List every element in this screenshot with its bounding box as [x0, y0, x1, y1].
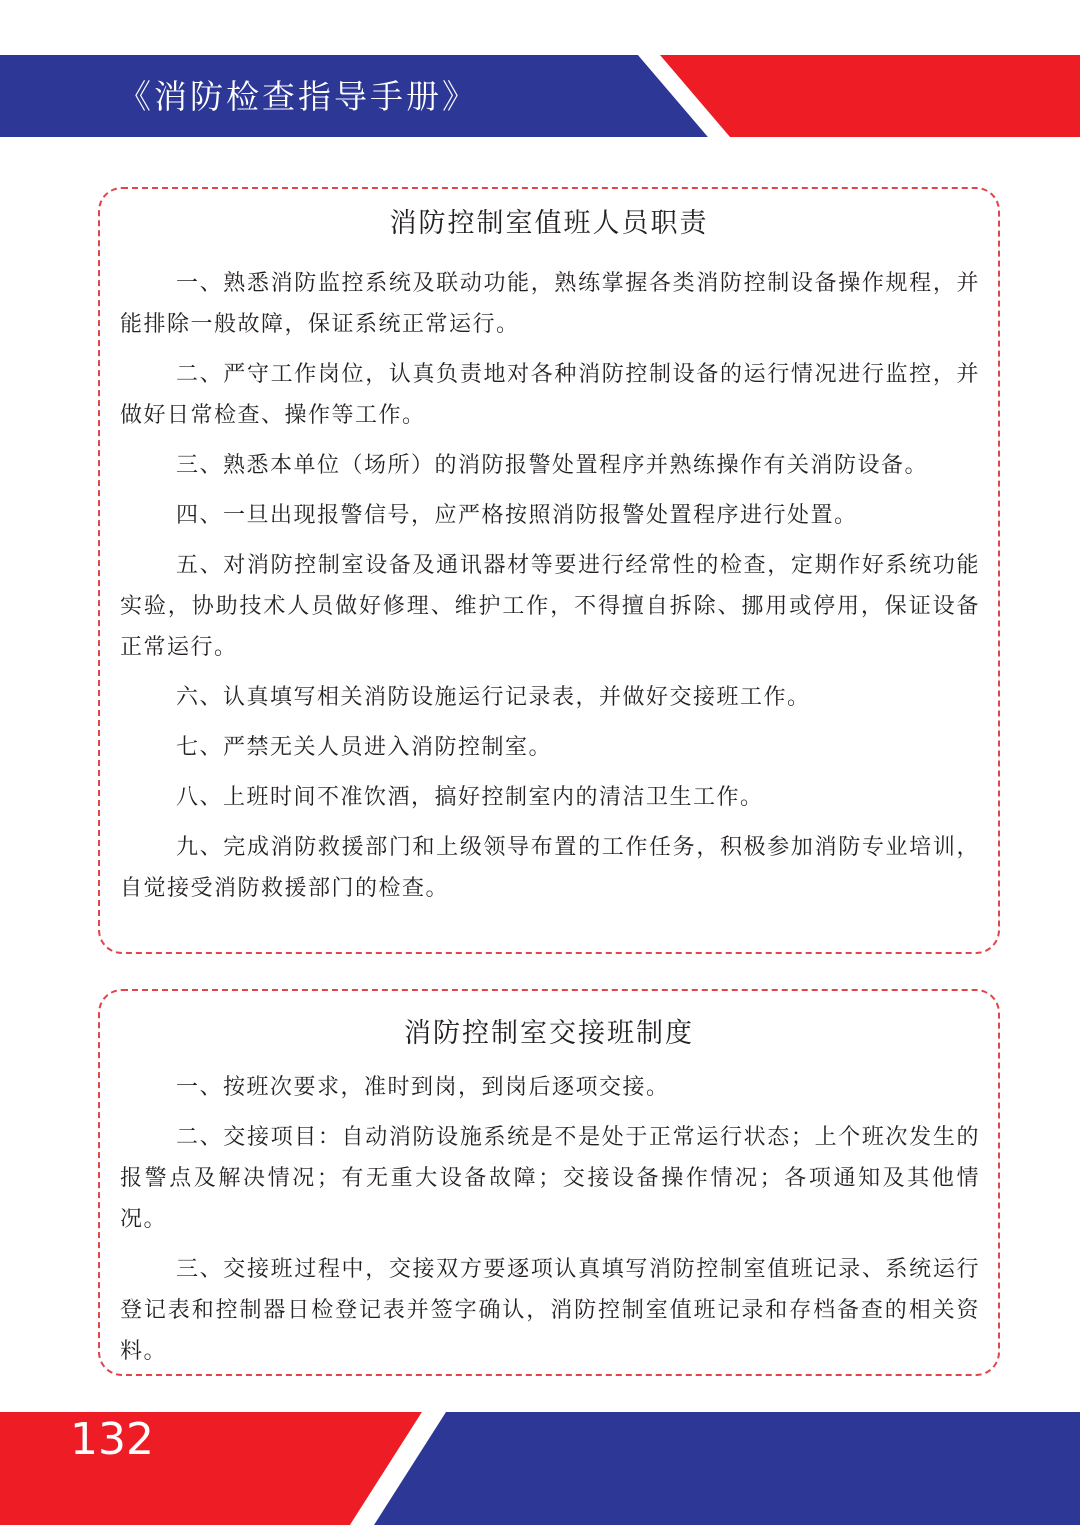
responsibility-list [120, 263, 980, 918]
list-item: 一、熟悉消防监控系统及联动功能，熟练掌握各类消防控制设备操作规程，并能排除一般故障，保证系统正常运行。 [120, 271, 980, 337]
list-item: 二、严守工作岗位，认真负责地对各种消防控制设备的运行情况进行监控，并做好日常检查、操作等工作。 [120, 362, 980, 428]
list-item: 八、上班时间不准饮酒，搞好控制室内的清洁卫生工作。 [176, 785, 764, 810]
list-item: 七、严禁无关人员进入消防控制室。 [176, 735, 553, 760]
handbook-title: 《消防检查指导手册》 [118, 77, 478, 116]
footer-red-stripe [0, 1412, 422, 1525]
footer-band [0, 1410, 1080, 1525]
section-title: 消防控制室值班人员职责 [389, 208, 709, 239]
list-item: 三、熟悉本单位（场所）的消防报警处置程序并熟练操作有关消防设备。 [176, 453, 929, 478]
duty-staff-responsibilities-panel [98, 187, 1000, 954]
list-item: 一、按班次要求，准时到岗，到岗后逐项交接。 [176, 1075, 670, 1100]
list-item: 四、一旦出现报警信号，应严格按照消防报警处置程序进行处置。 [176, 503, 858, 528]
section-title: 消防控制室交接班制度 [404, 1018, 694, 1049]
footer-blue-stripe [374, 1412, 1080, 1525]
list-item: 二、交接项目：自动消防设施系统是不是处于正常运行状态；上个班次发生的报警点及解决情况；有无重大设备故障；交接设备操作情况；各项通知及其他情况。 [120, 1125, 980, 1232]
shift-handover-rules-panel [98, 989, 1000, 1376]
list-item: 九、完成消防救援部门和上级领导布置的工作任务，积极参加消防专业培训，自觉接受消防救援部门的检查。 [120, 835, 980, 901]
handover-rule-list [120, 1067, 980, 1381]
page-number [70, 1412, 150, 1436]
list-item: 六、认真填写相关消防设施运行记录表，并做好交接班工作。 [176, 685, 811, 710]
header-red-stripe [660, 55, 1080, 137]
list-item: 五、对消防控制室设备及通讯器材等要进行经常性的检查，定期作好系统功能实验，协助技术人员做好修理、维护工作，不得擅自拆除、挪用或停用，保证设备正常运行。 [120, 553, 980, 660]
list-item: 三、交接班过程中，交接双方要逐项认真填写消防控制室值班记录、系统运行登记表和控制器日检登记表并签字确认，消防控制室值班记录和存档备查的相关资料。 [120, 1257, 980, 1364]
